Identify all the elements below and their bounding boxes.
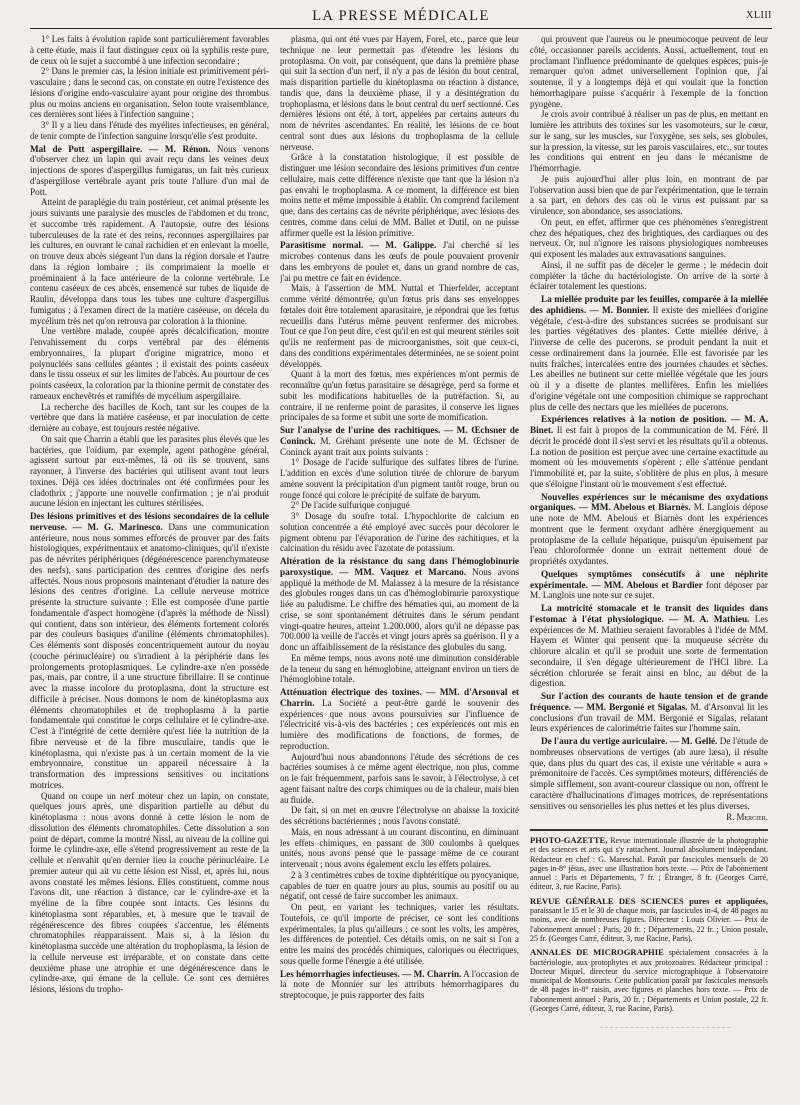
section-heading: [30, 511, 269, 791]
notice-item: [530, 948, 768, 1013]
paragraph: Mais, en nous adressant à un courant discontinu, en diminuant les effets chimiques, en passant de 300 coulombs à quelques unités, nous avons pensé que le passage même de ce courant intervenait ; nous avons également exclu les effets polaires.: [280, 826, 519, 869]
section-title: Sur l'analyse de l'urine des rachitiques. — M. Œchsner de Coninck.: [280, 425, 519, 446]
section-heading: [530, 492, 768, 567]
paragraph: On sait que Charrin a établi que les parasites plus élevés que les bactéries, que l'oïdium, par exemple, agent pathogène général, agissent surtout par eux-mêmes, là où ils se trouvent, sans rayonner, à l'inverse des bactéries qui utilisent avant tout leurs toxines. Déjà ces idées doctrinales ont été confirmées pour les cladothrix ; j'apporte une nouvelle confirmation ; je n'ai produit aucune lésion en injectant les cultures stérilisées.: [30, 433, 269, 509]
section-heading: [530, 603, 768, 689]
section-title: Altération de la résistance du sang dans l'hémoglobinurie paroxystique. — MM. Vaquez et Marcano.: [280, 556, 519, 577]
paragraph: 2 à 3 centimètres cubes de toxine diphtéritique ou pyocyanique, capables de tuer en quatre jours au plus, soumis au positif ou au négatif, ont cessé de faire succomber les animaux.: [280, 869, 519, 902]
text-column-1: [30, 34, 269, 1094]
section-title: De l'aura du vertige auriculaire. — M. Gellé.: [541, 736, 718, 746]
section-lead-text: Nous venons d'observer chez un lapin qui avait reçu dans les veines deux injections de spores d'aspergillus fumigatus, un fait très curieux d'aspergillose vertébrale ayant pris toute l'allure d'un mal de Pott.: [30, 143, 269, 197]
section-title: La miellée produite par les feuilles, comparée à la miellée des aphidiens. — M. Bonnier.: [530, 294, 768, 315]
paragraph: Ainsi, il ne suffit pas de déceler le germe ; le médecin doit compléter la tâche du bactériologiste. On arrive de la sorte à éclairer totalement les questions.: [530, 259, 768, 292]
section-lead-text: A l'occasion de la note de Monnier sur les attributs hémorrhagipares du streptocoque, je puis rapporter des faits: [280, 968, 519, 1000]
paragraph: 1° Les faits à évolution rapide sont particulièrement favorables à cette étude, mais il faut distinguer ceux où la syphilis reste pure, de ceux où le sujet a succombé à une infection secondaire ;: [30, 34, 269, 66]
section-lead-text: M. d'Arsonval lit les conclusions d'un travail de MM. Bergonié et Sigalas, relatant leurs expériences de calorimétrie faites sur l'homme sain.: [530, 701, 768, 734]
notice-title: ANNALES DE MICROGRAPHIE: [530, 947, 664, 958]
paragraph: Grâce à la constatation histologique, il est possible de distinguer une lésion secondaire des lésions primitives d'un centre cellulaire, mais cette différence n'existe que tant que la lésion n'a pas envahi le trophoplasma. A ce moment, la différence est bien moins nette et même impossible à établir. On comprend facilement que, dans des certains cas de névrite périphérique, avec lésions des centres, comme dans celui de MM. Ballet et Dutil, on ne puisse affirmer quelle est la lésion primitive.: [280, 152, 519, 238]
section-lead-text: Il est fait à propos de la communication de M. Féré. Il décrit le procédé dont il s'est servi et les résultats qu'il a obtenus. La notion de position est perçue avec une certaine exactitude au moment où les mouvements s'opèrent ; elle s'atténue pendant l'immobilité et, par la suite, s'oblitère de plus en plus, à mesure que s'éloigne l'instant où le mouvement s'est effectué.: [530, 425, 768, 489]
notice-item: [530, 897, 768, 943]
paragraph: En même temps, nous avons noté une diminution considérable de la teneur du sang en hémoglobine, atteignant environ un tiers de l'hémoglobine totale.: [280, 652, 519, 685]
section-title: Les hémorrhagies infectieuses. — M. Charrin.: [280, 968, 462, 979]
author-signature: R. Mercier.: [726, 812, 768, 823]
paragraph: 2° Dans le premier cas, la lésion initiale est primitivement péri-vasculaire ; dans le second cas, on constate en outre l'existence des lésions d'origine endo-vasculaire ayant pour origine des thrombus plus ou moins anciens en organisation. Selon toute vraisemblance, ces dernières sont liées à l'infection sanguine ;: [30, 66, 269, 120]
section-title: Atténuation électrique des toxines. — MM. d'Arsonval et Charrin.: [280, 687, 519, 708]
section-lead-text: Les expériences de M. Mathieu seraient favorables à l'idée de MM. Hayem et Winter qui pensent que la muqueuse sécrète du chlorure alcalin et qu'il se produit une sorte de fermentation secondaire, il s'en dégage ultérieurement de l'HCl libre. La sécrétion chlorurée se ferait ainsi en bloc, au début de la digestion.: [530, 613, 768, 689]
paragraph: Quand on coupe un nerf moteur chez un lapin, on constate, quelques jours après, une disparition partielle au début du kinétoplasma : nous avons donné à cette lésion le nom de dissolution des éléments chromatophiles. Cette dissolution a son point de départ, comme la montré Nissl, au niveau de la colline qui forme le cylindre-axe, elle s'étend progressivement au reste de la cellule et n'envahit qu'en dernier lieu la couche périnucléaire. Le premier auteur qui ait vu cette lésion est Nissl, et, après lui, nous avons constaté les mêmes lésions. Elles constituent, comme nous l'avons dit, une réaction à distance, car le cylindre-axe et la myéline de la fibre coupée sont intacts. Ces lésions du kinétoplasma sont réparables, et, à mesure que le travail de régénérescence des fibres coupées s'accentue, les éléments chromatophiles réapparaissent. Mais si, à la lésion du kinétoplasma succède une altération du trophoplasma, la lésion de la cellule nerveuse est irréparable, et on constate dans cette deuxième phase une atrophie et une dégénérescence dans le cylindre-axe, qui émane de la cellule. Ce sont ces dernières lésions, lésions du tropho-: [30, 790, 269, 994]
section-title: Parasitisme normal. — M. Galippe.: [280, 240, 437, 251]
notice-title: REVUE GÉNÉRALE DES SCIENCES pures et appliquées,: [530, 895, 768, 906]
page-header: [30, 6, 772, 29]
section-heading: [280, 969, 519, 1001]
section-lead-text: J'ai cherché si les microbes contenus dans les œufs de poule pouvaient provenir dans les embryons de poulet et, dans un grand nombre de cas, j'ai pu mettre ce fait en évidence.: [280, 240, 519, 283]
section-lead-text: font déposer par M. Langlois une note sur ce sujet.: [530, 579, 768, 601]
paragraph: 3° Dosage du soufre total. L'hypochlorite de calcium en solution concentrée a été employé avec succès pour décolorer le pigment obtenu par l'évaporation de l'urine des rachitiques, et la calcination du résidu avec l'azotate de potassium.: [280, 511, 519, 554]
paragraph: De fait, si on met en œuvre l'électrolyse on abaisse la toxicité des sécrétions bactériennes ; nous l'avons constaté.: [280, 805, 519, 826]
paragraph: Atteint de paraplégie du train postérieur, cet animal présente les jours suivants une paralysie des muscles de l'abdomen et du tronc, et succombe très rapidement. A l'autopsie, outre des lésions tuberculeuses de la rate et des reins, reconnues aspergillaires par les cultures, en ouvrant le canal rachidien et en enlevant la moelle, on trouve deux abcès siégeant l'un dans la région dorsale et l'autre dans la région lombaire ; ils comprimaient la moelle et proéminaient à la face antérieure de la colonne vertébrale. Le contenu caséeux de ces abcès, ensemencé sur tubes de liquide de Raulin, développa dans tous les tubes une culture d'aspergillus fumigatus ; à l'examen direct de la matière caséeuse, on décela du mycélium très net qu'on retrouva par coloration à la thionine.: [30, 197, 269, 326]
section-lead-text: La Société a peut-être gardé le souvenir des expériences que nous avons poursuivies sur l'influence de l'électricité vis-à-vis des bactéries ; ces expériences ont mis en lumière des modifications de fonctions, de formes, de reproduction.: [280, 697, 519, 751]
section-heading: [30, 144, 269, 198]
page-number: XLIII: [746, 10, 772, 21]
section-heading: [530, 414, 768, 489]
section-lead-text: Dans une communication antérieure, nous nous sommes efforcés de prouver par des faits histologiques, expérimentaux et anatomo-cliniques, qu'il n'existe pas de névrites périphériques (dégénérescence parenchymateuse des nerfs), sans participation des centres d'origine des nerfs affectés. Nous nous proposons maintenant d'étudier la nature des lésions des centres d'origine. La cellule nerveuse motrice présente la structure suivante : Elle est composée d'une partie fondamentale d'aspect homogène (d'après la méthode de Nissl) qui contient, dans son intérieur, des éléments fortement colorés par des couleurs basiques d'aniline (éléments chromatophiles). Ces éléments sont disposés concentriquement autour du noyau (couche périnucléaire) ou s'irradient à la périphérie dans les prolongements protoplasmiques. Le cylindre-axe n'en possède pas, mais, par contre, il a une structure fibrillaire. Il se continue avec la masse incolore du protoplasma, dont la structure est difficile à préciser. Nous donnons le nom de kinétoplasma aux éléments chromatophiles et de trophoplasma à la partie fondamentale qui constitue le corps cellulaire et le cylindre-axe. C'est à l'intégrité de cette dernière qu'est liée la nutrition de la fibre nerveuse et de la fibre musculaire, tandis que le kinétoplasma, qui n'existe pas à un certain moment de la vie embryonnaire, constitue un appareil nécessaire à la transformation des impressions sensitives ou incitations motrices.: [30, 521, 269, 790]
publication-notices: [530, 836, 768, 1013]
section-lead-text: Nous avons appliqué la méthode de M. Malassez à la mesure de la résistance des globules rouges dans un cas d'hémoglobinurie paroxystique liée au paludisme. Le chiffre des hématies qui, au moment de la crise, se sont spontanément détruites dans le sérum pendant vingt-quatre heures, atteint 1.200.000, alors qu'il ne dépasse pas 700.000 la veille de l'accès et vingt jours après sa guérison. Il y a donc un affaiblissement de la résistance des globules du sang.: [280, 566, 519, 652]
section-heading: [530, 294, 768, 412]
section-heading: [280, 425, 519, 457]
section-heading: [530, 569, 768, 601]
section-heading: [280, 240, 519, 283]
paragraph: Quant à la mort des fœtus, mes expériences m'ont permis de reconnaître qu'un fœtus parasitaire se désagrège, perd sa forme et subit les modifications habituelles de la putréfaction. Si, au contraire, il ne renferme point de parasites, il conserve les lignes principales de sa forme et subit une sorte de momification.: [280, 369, 519, 423]
paragraph: La recherche des bacilles de Koch, tant sur les coupes de la vertèbre que dans la matière caséeuse, et par inoculation de cette dernière au cobaye, est toujours restée négative.: [30, 401, 269, 433]
paragraph: Une vertèbre malade, coupée après décalcification, montre l'envahissement du corps vertébral par des éléments embryonnaires, la plupart d'origine migratrice, mono et polynucléés sans cellules géantes ; il existait des points caséeux dans le tissu osseux et sur les limites de l'abcès. Au pourtour de ces points caséeux, la coloration par la thionine permit de constater des rameaux enchevêtrés et ramifiés de mycélium aspergillaire.: [30, 326, 269, 401]
library-stamp: [600, 1027, 730, 1034]
paragraph: Je puis aujourd'hui aller plus loin, en montrant de par l'observation aussi bien que de par l'expérimentation, que le terrain a sa part, en dehors des cas où le virus est puissant par sa virulence, son abondance, ses associations.: [530, 173, 768, 216]
section-heading: [280, 556, 519, 653]
paragraph: On peut, en variant les techniques, varier les résultats. Toutefois, ce qu'il importe de préciser, ce sont les conditions expérimentales, la plus qu'ailleurs ; ce sont les volts, les ampères, les différences de potentiel. Ces détails omis, on ne sait si l'on a entre les mains des procédés chimiques, caloriques ou électriques, sous quelle forme l'énergie a été utilisée.: [280, 902, 519, 966]
section-title: Quelques symptômes consécutifs à une néphrite expérimentale. — MM. Abelous et Bardier: [530, 568, 768, 590]
section-title: Nouvelles expériences sur le mécanisme des oxydations organiques. — MM. Abelous et Biarnès.: [530, 491, 768, 513]
section-lead-text: Il existe des miellées d'origine végétale, c'est-à-dire des substances sucrées se produisant sur les parties végétatives des plantes. Cette miellée dérive, à l'inverse de celle des pucerons, se produit pendant la nuit et cesse ordinairement dans la journée. Elle est favorisée par les nuits fraîches, intercalées entre des journées chaudes et sèches. Les abeilles ne butinent sur cette miellée végétale que les jours où il y a disette de plantes mellifères. Enfin les miellées d'origine végétale ont une composition chimique se rapprochant plus de celle des nectars que les miellées de pucerons.: [530, 304, 768, 412]
section-lead-text: M. Gréhant présente une note de M. Œchsner de Coninck ayant trait aux points suivants :: [280, 435, 519, 457]
section-title: La motricité stomacale et le transit des liquides dans l'estomac à l'état physiologique. — M. A. Mathieu.: [530, 603, 768, 624]
section-title: Expériences relatives à la notion de position. — M. A. Binet.: [530, 414, 768, 435]
notice-text: Revue internationale illustrée de la photographie et des sciences et arts qui s'y rattachent. Journal absolument indépendant. Rédacteur en chef : G. Mareschal. Paraît par fascicules mensuels de 20 pages in-8° jésus, avec une illustration hors texte. — Prix de l'abonnement annuel : Paris et Départements, 7 fr. ; Étranger, 8 fr. (Georges Carré, éditeur, 3, rue Racine, Paris).: [530, 836, 768, 892]
section-heading: [280, 687, 519, 752]
section-title: Des lésions primitives et des lésions secondaires de la cellule nerveuse. — M. G. Marinesco.: [30, 511, 269, 532]
paragraph: qui prouvent que l'aureus ou le pneumocoque peuvent de leur côté, occasionner pareils accidents. Aussi, actuellement, tout en proclamant l'influence prédominante de quelques espèces, puis-je remarquer qu'on admet universellement l'opinion que, j'ai soutenue, il y a longtemps déjà et qui voulait que la fonction hémorrhagipare puisse s'acquérir à l'exemple de la fonction pyogène.: [530, 34, 768, 109]
notice-separator: [530, 829, 768, 831]
section-title: Sur l'action des courants de haute tension et de grande fréquence. — MM. Bergonié et Sigalas.: [530, 691, 768, 712]
paragraph: On peut, en effet, affirmer que ces phénomènes s'enregistrent chez des hépatiques, chez des brightiques, des cardiaques ou des nerveux. Or, nul n'ignore les raisons physiologiques nombreuses qui exposent les malades aux extravasations sanguines.: [530, 216, 768, 259]
section-lead-text: De l'étude de nombreuses observations de vertiges (ab aure læsa), il résulte que, dans plus du quart des cas, il existe une véritable « aura » prémonitoire de l'accès. Ces symptômes moteurs, différenciés de simple sifflement, son avant-coureur classique ou non, offrent le caractère d'hallucinations d'images motrices, de représentations sensitives ou sensorielles les plus nettes et les plus diverses.: [530, 736, 768, 811]
notice-text: paraissant le 15 et le 30 de chaque mois, par fascicules in-4, de 48 pages au moins, avec de nombreuses figures. Directeur : Louis Olivier. — Prix de l'abonnement annuel : Paris, 20 fr. ; Départements, 22 fr. ; Union postale, 25 fr. (Georges Carré, éditeur, 3, rue Racine, Paris).: [530, 906, 768, 943]
paragraph: plasma, qui ont été vues par Hayem, Forel, etc., parce que leur technique ne leur permettait pas d'étendre les lésions du protoplasma. On voit, par conséquent, que dans la première phase qui suit la section d'un nerf, il n'y a pas de lésion du bout central, mais disparition partielle du kinétoplasma ou réaction à distance, tandis que, dans la deuxième phase, il y a désintégration du trophoplasma, et lésions dans le bout central du nerf sectionné. Ces dernières lésions ont été, à tort, appelées par certains auteurs du nom de névrites ascendantes. En réalité, les lésions de ce bout central sont dues aux lésions du trophoplasma de la cellule nerveuse.: [280, 34, 519, 152]
paragraph: Aujourd'hui nous abandonnons l'étude des sécrétions de ces bactéries soumises à ce même agent électrique, non plus, comme on le fait fréquemment, parfois sans le savoir, à l'électrolyse, à cet agent faisant naître des corps chimiques ou de la chaleur, mais bien au fluide.: [280, 751, 519, 805]
text-column-2: [280, 34, 519, 1094]
paragraph: 1° Dosage de l'acide sulfurique des sulfates libres de l'urine. L'addition en excès d'une solution titrée de chlorure de baryum amène souvent la précipitation d'un pigment tantôt rouge, brun ou rouge foncé qui colore le précipité de sulfate de baryum.: [280, 457, 519, 500]
column-3-articles: [530, 34, 768, 823]
section-heading: [530, 691, 768, 734]
text-column-3: [530, 34, 768, 1094]
journal-title: LA PRESSE MÉDICALE: [312, 8, 490, 24]
notice-title: PHOTO-GAZETTE,: [530, 835, 608, 845]
paragraph: Mais, à l'assertion de MM. Nuttal et Thierfelder, acceptant comme vérité démontrée, qu'un fœtus pris dans ses enveloppes fœtales doit être totalement aparasitaire, je répondrai que les fœtus recueillis dans l'utérus même peuvent renfermer des microbes. Tout ce que l'on peut dire, c'est qu'il en est qui meurent stériles soit qu'ils ne renferment pas de microorganismes, soit que ceux-ci, dans des conditions expérimentales déterminées, ne se soient point développés.: [280, 283, 519, 369]
paragraph: 2° De l'acide sulfurique conjugué: [291, 500, 410, 511]
notice-text: spécialement consacrées à la bactériologie, aux protophytes et aux protozoaires. Rédacteur principal : Docteur Miquel, directeur du service micrographique à l'observatoire municipal de Montsouris. Cette publication paraît par fascicules mensuels de 48 pages in-8° raisin, avec figures et planches hors texte. — Prix de l'abonnement annuel : Paris, 20 fr. ; Départements et Union postale, 22 fr. (Georges Carré, éditeur, 3, rue Racine, Paris).: [530, 948, 768, 1014]
paragraph: Je crois avoir contribué à réaliser un pas de plus, en mettant en lumière les attributs des toxines sur les vasomoteurs, sur le cœur, sur le sang, sur les muscles, sur l'oxygène, ses sels, ses globules, sur la pression, la vitesse, sur les parois vasculaires, etc., sur toutes les conditions qui entrent en jeu dans le mécanisme de l'hémorrhagie.: [530, 109, 768, 173]
paragraph: 3° Il y a lieu dans l'étude des myélites infectieuses, en général, de tenir compte de l'infection sanguine lorsqu'elle s'est produite.: [30, 120, 269, 141]
section-heading: [530, 736, 768, 811]
section-title: Mal de Pott aspergillaire. — M. Rénon.: [30, 143, 211, 154]
section-lead-text: M. Langlois dépose une note de MM. Abelous et Biarnès dont les expériences montrent que le ferment oxydant adhère énergiquement au protoplasme de la cellule hépatique, puisqu'un épuisement par l'eau chloroformée donne un extrait nettement doué de propriétés oxydantes.: [530, 502, 768, 566]
notice-item: [530, 836, 768, 892]
